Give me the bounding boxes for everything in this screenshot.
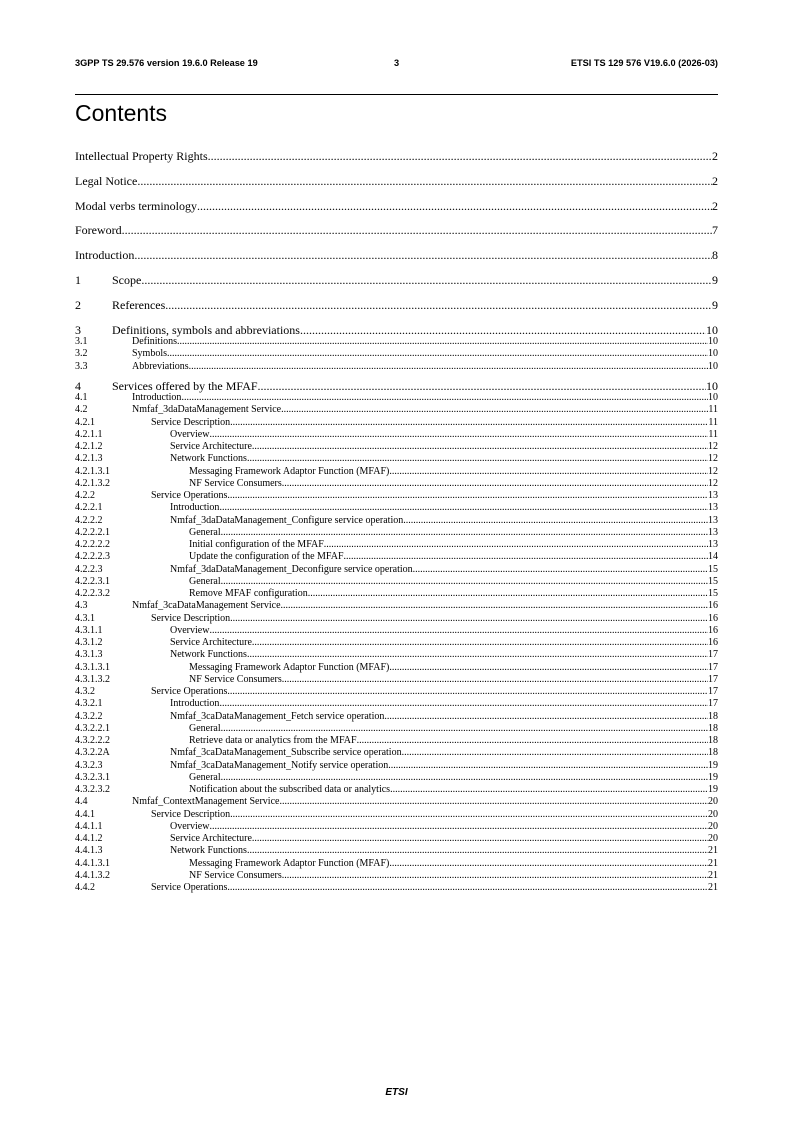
toc-entry-title: Initial configuration of the MFAF — [189, 539, 324, 551]
toc-dot-leader — [177, 335, 708, 348]
toc-entry-number: 4.2.1.2 — [75, 441, 103, 453]
toc-entry-number: 4.4.1.1 — [75, 820, 103, 832]
toc-entry-title: Introduction — [170, 698, 220, 710]
toc-entry[interactable] — [75, 612, 718, 625]
toc-entry-title: Messaging Framework Adaptor Function (MFAF) — [189, 857, 390, 869]
toc-entry-title: Network Functions — [170, 649, 247, 661]
toc-entry-page: 18 — [708, 747, 718, 759]
toc-entry-page: 10 — [706, 322, 718, 337]
toc-entry-title: Nmfaf_3caDataManagement_Notify service operation — [170, 759, 389, 771]
toc-entry[interactable] — [75, 173, 718, 189]
toc-entry[interactable] — [75, 452, 718, 465]
toc-entry-page: 15 — [708, 563, 718, 575]
toc-entry-page: 20 — [708, 833, 718, 845]
toc-dot-leader — [388, 759, 708, 772]
toc-entry-title: NF Service Consumers — [189, 673, 282, 685]
toc-entry[interactable] — [75, 335, 718, 348]
toc-entry-page: 13 — [708, 514, 718, 526]
toc-dot-leader — [402, 746, 708, 759]
toc-dot-leader — [165, 297, 712, 313]
toc-dot-leader — [209, 820, 708, 833]
toc-entry-title: NF Service Consumers — [189, 477, 282, 489]
toc-entry-page: 10 — [708, 348, 718, 360]
toc-dot-leader — [247, 452, 708, 465]
toc-dot-leader — [247, 844, 708, 857]
toc-dot-leader — [219, 501, 708, 514]
toc-entry[interactable] — [75, 685, 718, 698]
toc-entry[interactable] — [75, 746, 718, 759]
toc-entry-page: 11 — [708, 428, 718, 440]
toc-entry[interactable] — [75, 550, 718, 563]
toc-entry[interactable] — [75, 710, 718, 723]
toc-entry-number: 4.1 — [75, 392, 88, 404]
toc-dot-leader — [189, 360, 708, 373]
toc-entry-title: Nmfaf_3caDataManagement_Subscribe service operation — [170, 747, 402, 759]
toc-dot-leader — [221, 771, 708, 784]
toc-dot-leader — [227, 881, 708, 894]
toc-entry[interactable] — [75, 722, 718, 735]
toc-entry-page: 19 — [708, 759, 718, 771]
toc-entry-page: 13 — [708, 526, 718, 538]
toc-entry[interactable] — [75, 440, 718, 453]
toc-entry-number: 4.3 — [75, 600, 88, 612]
header-divider — [75, 94, 718, 95]
toc-entry-number: 4.3.2.1 — [75, 698, 103, 710]
toc-entry-title: General — [189, 575, 221, 587]
toc-dot-leader — [308, 587, 708, 600]
toc-entry-title: Service Operations — [151, 882, 228, 894]
toc-entry-number: 4.3.2.3.1 — [75, 771, 110, 783]
toc-entry-number: 4.3.2 — [75, 686, 95, 698]
toc-entry-number: 4.4.1.2 — [75, 833, 103, 845]
toc-dot-leader — [219, 697, 708, 710]
toc-entry-number: 4.2.1.3.1 — [75, 465, 110, 477]
toc-entry-number: 4.3.1.3.2 — [75, 673, 110, 685]
toc-entry-number: 4.2.2.3.1 — [75, 575, 110, 587]
toc-entry-number: 1 — [75, 273, 81, 287]
toc-entry[interactable] — [75, 673, 718, 686]
toc-entry[interactable] — [75, 808, 718, 821]
toc-dot-leader — [389, 465, 708, 478]
toc-entry-title: Nmfaf_3caDataManagement Service — [132, 600, 281, 612]
toc-entry-title: Scope — [112, 273, 142, 287]
toc-entry-number: 3.2 — [75, 348, 88, 360]
toc-entry[interactable] — [75, 391, 718, 404]
toc-entry-title: General — [189, 722, 221, 734]
toc-entry-title: General — [189, 526, 221, 538]
toc-entry-number: 4.2.2.3 — [75, 563, 103, 575]
toc-dot-leader — [197, 198, 712, 214]
toc-entry[interactable] — [75, 297, 718, 313]
toc-entry[interactable] — [75, 247, 718, 263]
toc-entry-page: 18 — [708, 722, 718, 734]
toc-entry-title: Services offered by the MFAF — [112, 378, 258, 393]
toc-dot-leader — [344, 550, 708, 563]
toc-entry-page: 21 — [708, 845, 718, 857]
toc-dot-leader — [181, 391, 708, 404]
toc-entry[interactable] — [75, 360, 718, 373]
page-header — [75, 58, 718, 72]
toc-dot-leader — [384, 710, 708, 723]
toc-entry-number: 4.4 — [75, 796, 88, 808]
toc-entry-title: Overview — [170, 624, 210, 636]
toc-dot-leader — [227, 685, 708, 698]
toc-entry[interactable] — [75, 636, 718, 649]
toc-dot-leader — [208, 148, 712, 164]
toc-entry-title: Symbols — [132, 348, 168, 360]
toc-entry[interactable] — [75, 514, 718, 527]
toc-dot-leader — [282, 673, 708, 686]
toc-dot-leader — [389, 857, 708, 870]
toc-dot-leader — [221, 526, 708, 539]
toc-entry-page: 12 — [708, 465, 718, 477]
toc-entry-title: Service Description — [151, 416, 231, 428]
header-etsi-reference: ETSI TS 129 576 V19.6.0 (2026-03) — [570, 58, 718, 68]
toc-entry-number: 4.2 — [75, 404, 88, 416]
toc-entry-title: Abbreviations — [132, 360, 189, 372]
toc-dot-leader — [252, 832, 708, 845]
toc-entry-title: Service Architecture — [170, 833, 252, 845]
toc-entry-title: Introduction — [75, 248, 135, 263]
toc-entry-page: 16 — [708, 612, 718, 624]
toc-entry-page: 16 — [708, 637, 718, 649]
toc-entry-page: 16 — [708, 600, 718, 612]
toc-entry-title: Modal verbs terminology — [75, 198, 197, 213]
toc-entry-number: 4.4.1.3.1 — [75, 857, 110, 869]
toc-dot-leader — [230, 416, 708, 429]
toc-entry-title: Service Operations — [151, 686, 228, 698]
toc-entry[interactable] — [75, 759, 718, 772]
toc-entry-number: 4.3.1.1 — [75, 624, 103, 636]
toc-entry[interactable] — [75, 465, 718, 478]
toc-entry[interactable] — [75, 857, 718, 870]
toc-entry-page: 17 — [708, 686, 718, 698]
toc-entry-page: 10 — [708, 336, 718, 348]
toc-dot-leader — [122, 222, 712, 238]
toc-dot-leader — [247, 648, 708, 661]
toc-entry-title: Remove MFAF configuration — [189, 588, 308, 600]
toc-entry-number: 4.3.1.2 — [75, 637, 103, 649]
toc-entry-page: 17 — [708, 673, 718, 685]
toc-entry-page: 15 — [708, 575, 718, 587]
toc-entry[interactable] — [75, 795, 718, 808]
toc-entry-number: 4.3.1.3.1 — [75, 661, 110, 673]
page-title: Contents — [75, 100, 168, 126]
toc-entry[interactable] — [75, 575, 718, 588]
toc-dot-leader — [227, 489, 708, 502]
toc-entry[interactable] — [75, 869, 718, 882]
page-footer: ETSI — [385, 1087, 408, 1098]
toc-entry-title: Nmfaf_3daDataManagement_Configure service operation — [170, 514, 404, 526]
toc-entry-number: 4.3.2.2 — [75, 710, 103, 722]
toc-entry[interactable] — [75, 881, 718, 894]
toc-entry-title: Service Operations — [151, 490, 228, 502]
toc-entry[interactable] — [75, 599, 718, 612]
toc-entry-page: 20 — [708, 808, 718, 820]
toc-entry-number: 4.3.2.2.1 — [75, 722, 110, 734]
toc-entry-page: 11 — [708, 404, 718, 416]
toc-entry[interactable] — [75, 832, 718, 845]
toc-entry-page: 20 — [708, 796, 718, 808]
toc-entry[interactable] — [75, 624, 718, 637]
toc-entry-title: Update the configuration of the MFAF — [189, 551, 344, 563]
toc-dot-leader — [221, 575, 708, 588]
toc-entry-page: 21 — [708, 882, 718, 894]
toc-entry[interactable] — [75, 661, 718, 674]
toc-entry-number: 4.3.1.3 — [75, 649, 103, 661]
toc-entry-title: Foreword — [75, 223, 122, 238]
toc-entry-number: 4.4.1.3.2 — [75, 869, 110, 881]
toc-entry-page: 15 — [708, 588, 718, 600]
toc-entry-number: 4.4.1.3 — [75, 845, 103, 857]
toc-dot-leader — [281, 599, 708, 612]
toc-dot-leader — [282, 477, 708, 490]
toc-entry[interactable] — [75, 501, 718, 514]
toc-entry[interactable] — [75, 587, 718, 600]
toc-entry-title: Retrieve data or analytics from the MFAF — [189, 735, 357, 747]
toc-entry-page: 13 — [708, 490, 718, 502]
toc-entry-number: 4.2.1.3.2 — [75, 477, 110, 489]
toc-dot-leader — [167, 347, 708, 360]
toc-dot-leader — [230, 808, 708, 821]
toc-entry-page: 2 — [712, 198, 718, 213]
toc-entry-page: 19 — [708, 771, 718, 783]
toc-entry-title: Nmfaf_3daDataManagement Service — [132, 404, 282, 416]
toc-entry-title: Nmfaf_3daDataManagement_Deconfigure service operation — [170, 563, 413, 575]
toc-entry[interactable] — [75, 272, 718, 288]
toc-entry-title: Introduction — [170, 502, 220, 514]
toc-entry-number: 4.2.1.1 — [75, 428, 103, 440]
toc-entry-number: 4.3.2.3.2 — [75, 784, 110, 796]
toc-entry-number: 4.2.2.2.2 — [75, 539, 110, 551]
toc-entry-page: 12 — [708, 477, 718, 489]
toc-entry-page: 8 — [712, 248, 718, 263]
toc-entry-title: Messaging Framework Adaptor Function (MFAF) — [189, 465, 390, 477]
toc-entry-page: 21 — [708, 857, 718, 869]
header-spec-version: 3GPP TS 29.576 version 19.6.0 Release 19 — [75, 58, 258, 68]
toc-entry-number: 4.2.2.3.2 — [75, 588, 110, 600]
toc-entry-title: References — [112, 297, 166, 312]
toc-entry-page: 20 — [708, 820, 718, 832]
toc-entry[interactable] — [75, 734, 718, 747]
toc-entry-page: 9 — [712, 297, 718, 312]
toc-dot-leader — [281, 403, 708, 416]
toc-entry-title: Notification about the subscribed data or analytics — [189, 784, 391, 796]
toc-dot-leader — [221, 722, 708, 735]
toc-entry-number: 4.3.2.3 — [75, 759, 103, 771]
toc-entry-page: 17 — [708, 649, 718, 661]
toc-entry-page: 18 — [708, 710, 718, 722]
toc-entry-page: 13 — [708, 539, 718, 551]
toc-dot-leader — [389, 661, 708, 674]
toc-entry-page: 9 — [712, 273, 718, 287]
toc-entry-number: 4.2.2.1 — [75, 502, 103, 514]
toc-entry-title: Network Functions — [170, 845, 247, 857]
toc-entry-number: 4.2.2 — [75, 490, 95, 502]
toc-entry-title: Legal Notice — [75, 173, 138, 188]
toc-entry-number: 4.3.2.2A — [75, 747, 110, 759]
toc-entry-page: 12 — [708, 453, 718, 465]
toc-dot-leader — [403, 514, 708, 527]
toc-entry[interactable] — [75, 428, 718, 441]
toc-entry[interactable] — [75, 222, 718, 238]
toc-dot-leader — [357, 734, 708, 747]
toc-entry[interactable] — [75, 489, 718, 502]
toc-entry-page: 10 — [708, 392, 718, 404]
toc-entry-number: 4.2.1.3 — [75, 453, 103, 465]
toc-entry-title: Messaging Framework Adaptor Function (MFAF) — [189, 661, 390, 673]
toc-entry[interactable] — [75, 526, 718, 539]
toc-dot-leader — [209, 624, 708, 637]
toc-entry[interactable] — [75, 148, 718, 164]
toc-entry-page: 16 — [708, 624, 718, 636]
toc-entry[interactable] — [75, 563, 718, 576]
toc-entry-number: 4.2.1 — [75, 416, 95, 428]
toc-entry-title: Definitions — [132, 336, 177, 348]
toc-entry-page: 10 — [708, 360, 718, 372]
toc-entry-title: Overview — [170, 428, 210, 440]
toc-entry-title: NF Service Consumers — [189, 869, 282, 881]
toc-dot-leader — [279, 795, 708, 808]
toc-entry-title: Service Description — [151, 612, 231, 624]
toc-entry-number: 4.3.2.2.2 — [75, 735, 110, 747]
toc-dot-leader — [413, 563, 708, 576]
toc-entry-page: 13 — [708, 502, 718, 514]
toc-dot-leader — [282, 869, 708, 882]
toc-entry-page: 17 — [708, 698, 718, 710]
toc-entry-page: 7 — [712, 223, 718, 238]
toc-entry[interactable] — [75, 783, 718, 796]
toc-dot-leader — [137, 173, 712, 189]
toc-entry[interactable] — [75, 477, 718, 490]
toc-entry-page: 12 — [708, 441, 718, 453]
toc-entry-title: Service Architecture — [170, 441, 252, 453]
toc-entry-page: 21 — [708, 869, 718, 881]
toc-entry-page: 2 — [712, 149, 718, 163]
toc-dot-leader — [252, 440, 708, 453]
toc-entry[interactable] — [75, 697, 718, 710]
toc-entry-title: Nmfaf_3caDataManagement_Fetch service operation — [170, 710, 385, 722]
toc-entry-page: 11 — [708, 416, 718, 428]
toc-entry-title: Definitions, symbols and abbreviations — [112, 322, 300, 337]
toc-entry[interactable] — [75, 820, 718, 833]
toc-entry[interactable] — [75, 403, 718, 416]
toc-entry[interactable] — [75, 771, 718, 784]
toc-entry-number: 3.1 — [75, 336, 88, 348]
toc-entry-title: Intellectual Property Rights — [75, 149, 208, 163]
toc-entry-number: 4.2.2.2.3 — [75, 551, 110, 563]
toc-entry-number: 4.4.1 — [75, 808, 95, 820]
toc-entry-number: 2 — [75, 297, 81, 312]
toc-entry-page: 14 — [708, 551, 718, 563]
toc-entry-title: Service Architecture — [170, 637, 252, 649]
toc-entry-title: Network Functions — [170, 453, 247, 465]
toc-entry[interactable] — [75, 648, 718, 661]
toc-dot-leader — [134, 247, 712, 263]
toc-entry-number: 3 — [75, 322, 81, 337]
toc-entry-page: 19 — [708, 784, 718, 796]
toc-entry-page: 18 — [708, 735, 718, 747]
toc-entry[interactable] — [75, 538, 718, 551]
toc-dot-leader — [252, 636, 708, 649]
toc-entry-number: 3.3 — [75, 360, 88, 372]
toc-entry-number: 4.2.2.2 — [75, 514, 103, 526]
toc-dot-leader — [209, 428, 708, 441]
toc-entry-number: 4.4.2 — [75, 882, 95, 894]
toc-dot-leader — [390, 783, 708, 796]
toc-entry-title: Introduction — [132, 392, 182, 404]
toc-entry-number: 4.3.1 — [75, 612, 95, 624]
toc-dot-leader — [141, 272, 712, 288]
header-page-number: 3 — [393, 58, 400, 68]
toc-entry[interactable] — [75, 416, 718, 429]
toc-entry[interactable] — [75, 198, 718, 214]
toc-dot-leader — [324, 538, 708, 551]
toc-entry[interactable] — [75, 844, 718, 857]
toc-entry-number: 4 — [75, 378, 81, 393]
toc-entry-page: 17 — [708, 661, 718, 673]
toc-entry[interactable] — [75, 347, 718, 360]
toc-entry-page: 2 — [712, 173, 718, 188]
toc-entry-title: Service Description — [151, 808, 231, 820]
toc-entry-number: 4.2.2.2.1 — [75, 526, 110, 538]
toc-entry-title: General — [189, 771, 221, 783]
toc-entry-page: 10 — [706, 378, 718, 393]
toc-entry-title: Nmfaf_ContextManagement Service — [132, 796, 280, 808]
toc-dot-leader — [230, 612, 708, 625]
toc-entry-title: Overview — [170, 820, 210, 832]
